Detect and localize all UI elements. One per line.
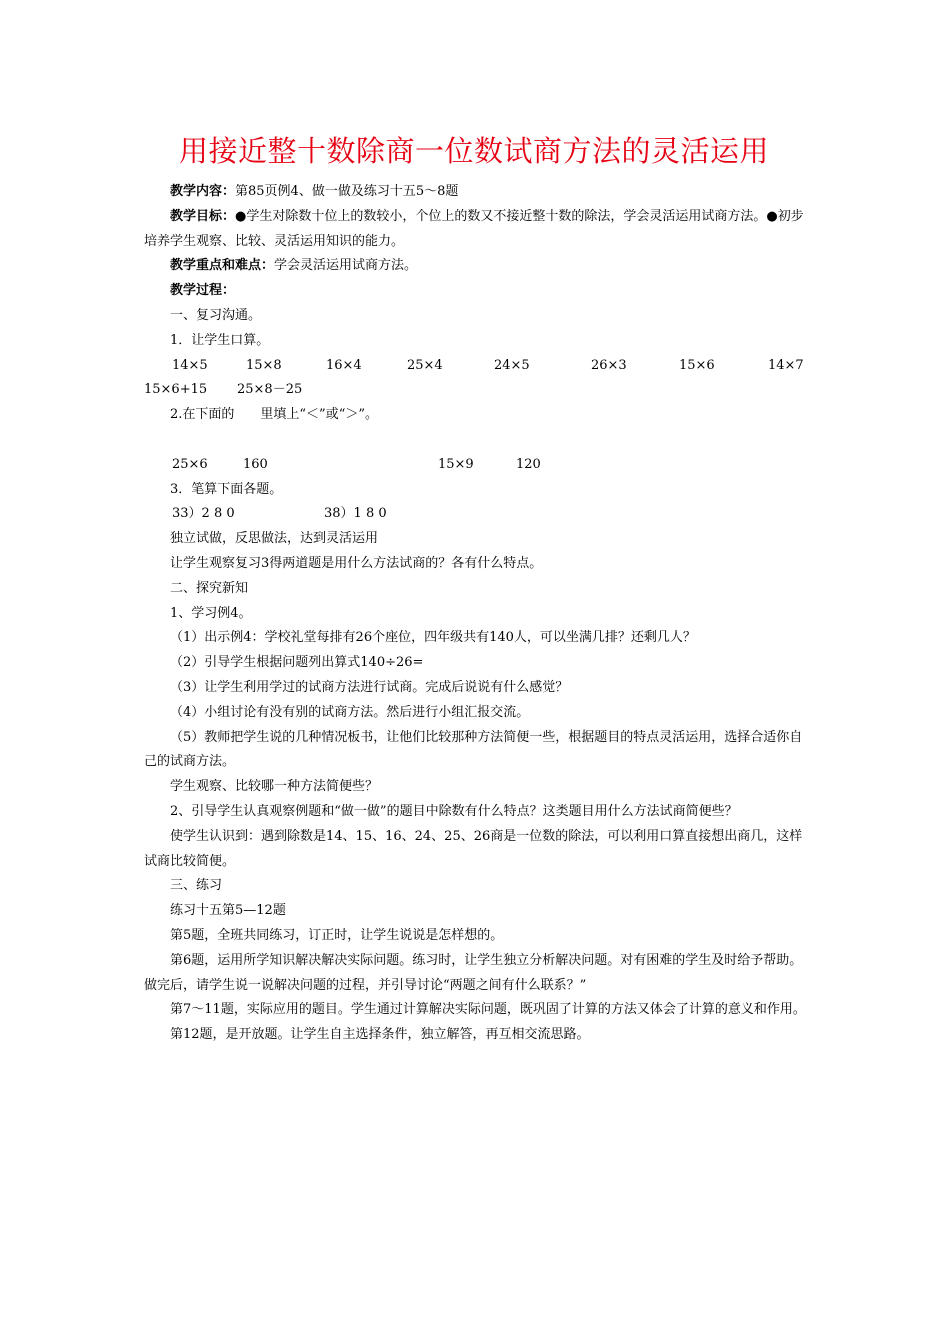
teaching-process-label: 教学过程： — [170, 283, 236, 299]
practice-q7-11: 第7～11题，实际应用的题目。学生通过计算解决实际问题，既巩固了计算的方法又体会了计算的意义和作用。 — [170, 1002, 806, 1018]
explore-observe: 学生观察、比较哪一种方法简便些？ — [170, 779, 379, 795]
document-page — [144, 128, 808, 1048]
explore-step-5: （5）教师把学生说的几种情况板书，让他们比较那种方法简便一些，根据题目的特点灵活运用，选择合适你自己的试商方法。 — [144, 729, 803, 770]
explore-item-1: 1、学习例4。 — [170, 605, 252, 621]
calc-item: 16×4 — [326, 357, 362, 373]
compare-item: 160 — [243, 456, 268, 472]
calc-item: 15×6+15 — [144, 382, 208, 398]
compare-item: 120 — [516, 456, 541, 472]
calc-item: 24×5 — [494, 357, 530, 373]
division-item: 33）2 8 0 — [172, 506, 235, 522]
explore-step-4: （4）小组讨论有没有别的试商方法。然后进行小组汇报交流。 — [170, 704, 530, 720]
explore-step-2: （2）引导学生根据问题列出算式140÷26= — [170, 655, 424, 671]
teaching-content — [144, 180, 808, 205]
calc-item: 15×8 — [246, 357, 282, 373]
review-item-5: 让学生观察复习3得两道题是用什么方法试商的？各有什么特点。 — [170, 555, 543, 571]
review-item-3: 3．笔算下面各题。 — [170, 481, 283, 497]
calc-item: 26×3 — [591, 357, 627, 373]
division-item: 38）1 8 0 — [324, 506, 387, 522]
explore-item-2: 2、引导学生认真观察例题和“做一做”的题目中除数有什么特点？这类题目用什么方法试商简便些？ — [170, 803, 738, 819]
practice-range: 练习十五第5—12题 — [170, 903, 286, 919]
document-title: 用接近整十数除商一位数试商方法的灵活运用 — [178, 134, 769, 168]
review-item-1: 1．让学生口算。 — [170, 332, 270, 348]
explore-conclusion: 使学生认识到：遇到除数是14、15、16、24、25、26商是一位数的除法，可以利用口算直接想出商几，这样试商比较简便。 — [144, 828, 803, 869]
mental-calc-row-2 — [144, 378, 808, 403]
review-item-4: 独立试做，反思做法，达到灵活运用 — [170, 531, 379, 547]
explore-step-1: （1）出示例4：学校礼堂每排有26个座位，四年级共有140人，可以坐满几排？还剩几人？ — [170, 630, 696, 646]
calc-item: 25×8－25 — [237, 382, 303, 398]
compare-item: 15×9 — [438, 456, 474, 472]
division-row — [144, 502, 808, 527]
calc-item: 25×4 — [407, 357, 443, 373]
teaching-key-label: 教学重点和难点： — [170, 258, 275, 274]
calc-item: 14×7 — [768, 357, 804, 373]
explore-step-3: （3）让学生利用学过的试商方法进行试商。完成后说说有什么感觉？ — [170, 679, 569, 695]
compare-item: 25×6 — [172, 456, 208, 472]
calc-item: 15×6 — [679, 357, 715, 373]
practice-q5: 第5题，全班共同练习，订正时，让学生说说是怎样想的。 — [170, 927, 504, 943]
calc-item: 14×5 — [172, 357, 208, 373]
section-practice: 三、练习 — [170, 878, 223, 894]
teaching-goal-label: 教学目标： — [170, 208, 236, 224]
teaching-goal-text: ●学生对除数十位上的数较小，个位上的数又不接近整十数的除法，学会灵活运用试商方法。●初步培养学生观察、比较、灵活运用知识的能力。 — [144, 208, 804, 249]
teaching-goal — [144, 205, 808, 255]
compare-row — [144, 453, 808, 478]
section-review: 一、复习沟通。 — [170, 307, 262, 323]
section-explore: 二、探究新知 — [170, 580, 249, 596]
teaching-content-label: 教学内容： — [170, 184, 236, 199]
mental-calc-row-1 — [144, 354, 808, 379]
practice-q12: 第12题，是开放题。让学生自主选择条件，独立解答，再互相交流思路。 — [170, 1027, 590, 1043]
teaching-content-text: 第85页例4、做一做及练习十五5～8题 — [235, 184, 459, 199]
teaching-key-text: 学会灵活运用试商方法。 — [274, 258, 418, 274]
review-item-2: 2.在下面的 里填上“＜”或“＞”。 — [170, 407, 378, 423]
teaching-key-points — [144, 254, 808, 279]
practice-q6: 第6题，运用所学知识解决解决实际问题。练习时，让学生独立分析解决问题。对有困难的学生及时给予帮助。做完后，请学生说一说解决问题的过程，并引导讨论“两题之间有什么联系？” — [144, 952, 803, 993]
